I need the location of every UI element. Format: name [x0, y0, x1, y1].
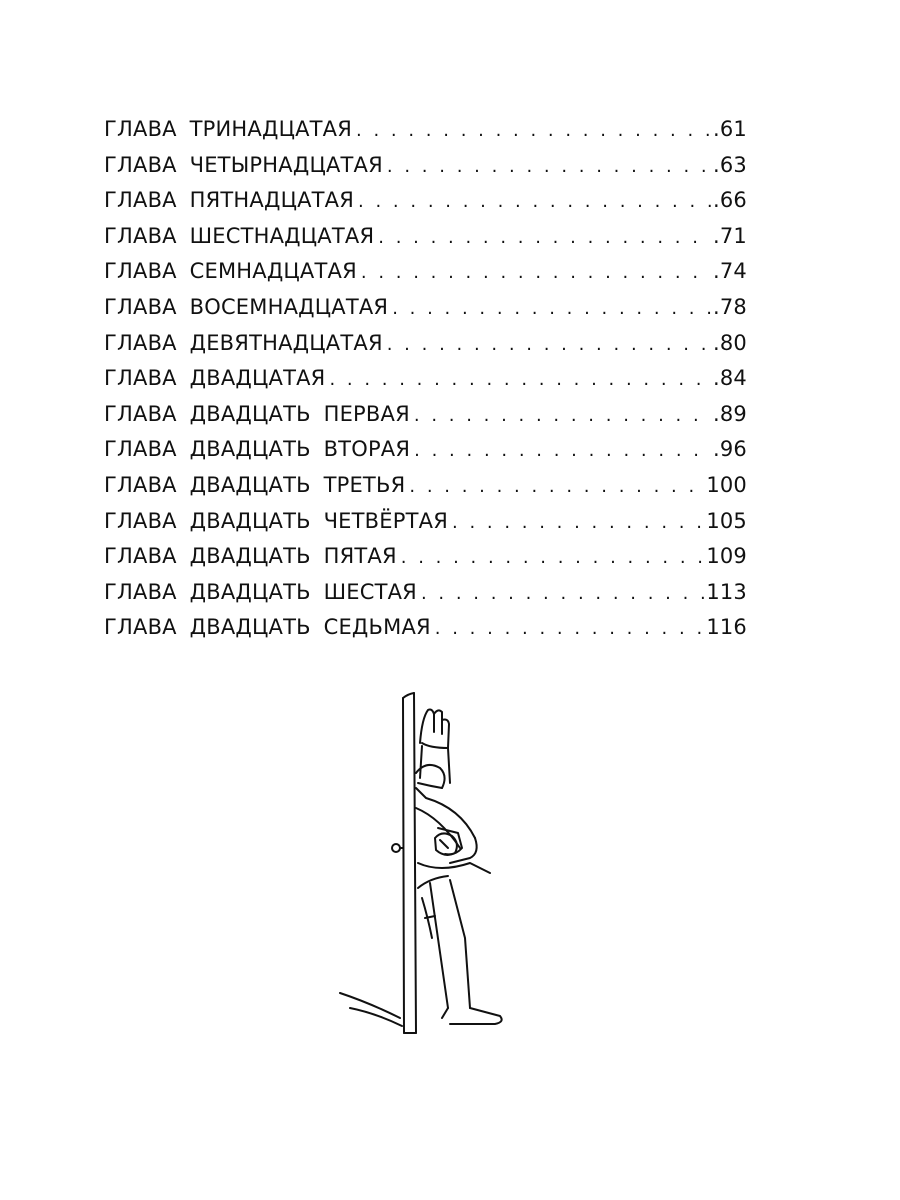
dot-leader [356, 113, 711, 149]
page-number: .89 [713, 401, 747, 426]
chapter-title: ГЛАВА ДВАДЦАТАЯ [104, 366, 326, 391]
page-number: 116 [706, 615, 747, 640]
toc-entry[interactable] [104, 539, 747, 575]
page-number: 100 [706, 472, 747, 497]
dot-leader [387, 149, 711, 185]
chapter-title: ГЛАВА ДВАДЦАТЬ СЕДЬМАЯ [104, 615, 431, 640]
table-of-contents [104, 112, 747, 646]
chapter-title: ГЛАВА ЧЕТЫРНАДЦАТАЯ [104, 152, 383, 177]
page-number: .80 [713, 330, 747, 355]
toc-entry[interactable] [104, 432, 747, 468]
page-number: 105 [706, 508, 747, 533]
toc-entry[interactable] [104, 361, 747, 397]
page-number: .96 [713, 437, 747, 462]
chapter-title: ГЛАВА ДВАДЦАТЬ ШЕСТАЯ [104, 579, 417, 604]
dot-leader [452, 505, 704, 541]
toc-entry[interactable] [104, 112, 747, 148]
dot-leader [358, 184, 711, 220]
chapter-title: ГЛАВА ДВАДЦАТЬ ЧЕТВЁРТАЯ [104, 508, 448, 533]
toc-entry[interactable] [104, 326, 747, 362]
page-number: 113 [706, 579, 747, 604]
dot-leader [392, 291, 711, 327]
boy-behind-door-sketch-icon [330, 688, 530, 1048]
page-number: .66 [713, 188, 747, 213]
dot-leader [409, 469, 704, 505]
page-number: .71 [713, 223, 747, 248]
dot-leader [329, 362, 711, 398]
toc-entry[interactable] [104, 183, 747, 219]
toc-entry[interactable] [104, 148, 747, 184]
page-number: .84 [713, 366, 747, 391]
page-number: .61 [713, 117, 747, 141]
dot-leader [435, 611, 705, 647]
page-number: 109 [706, 544, 747, 569]
dot-leader [401, 540, 705, 576]
toc-entry[interactable] [104, 504, 747, 540]
chapter-title: ГЛАВА ПЯТНАДЦАТАЯ [104, 188, 355, 213]
chapter-title: ГЛАВА ДВАДЦАТЬ ВТОРАЯ [104, 437, 411, 462]
chapter-title: ГЛАВА СЕМНАДЦАТАЯ [104, 259, 357, 284]
dot-leader [414, 398, 711, 434]
dot-leader [361, 255, 711, 291]
toc-entry[interactable] [104, 575, 747, 611]
toc-entry[interactable] [104, 219, 747, 255]
dot-leader [387, 327, 711, 363]
dot-leader [378, 220, 711, 256]
page-number: .78 [713, 294, 747, 319]
chapter-title: ГЛАВА ДВАДЦАТЬ ТРЕТЬЯ [104, 472, 406, 497]
chapter-title: ГЛАВА ТРИНАДЦАТАЯ [104, 117, 353, 141]
chapter-title: ГЛАВА ДЕВЯТНАДЦАТАЯ [104, 330, 383, 355]
chapter-title: ГЛАВА ДВАДЦАТЬ ПЕРВАЯ [104, 401, 410, 426]
dot-leader [414, 433, 711, 469]
toc-entry[interactable] [104, 254, 747, 290]
chapter-title: ГЛАВА ВОСЕМНАДЦАТАЯ [104, 294, 389, 319]
page-number: .74 [713, 259, 747, 284]
toc-entry[interactable] [104, 468, 747, 504]
chapter-title: ГЛАВА ДВАДЦАТЬ ПЯТАЯ [104, 544, 397, 569]
dot-leader [421, 576, 704, 612]
toc-entry[interactable] [104, 610, 747, 646]
toc-entry[interactable] [104, 290, 747, 326]
page-number: .63 [713, 152, 747, 177]
chapter-title: ГЛАВА ШЕСТНАДЦАТАЯ [104, 223, 375, 248]
toc-entry[interactable] [104, 397, 747, 433]
